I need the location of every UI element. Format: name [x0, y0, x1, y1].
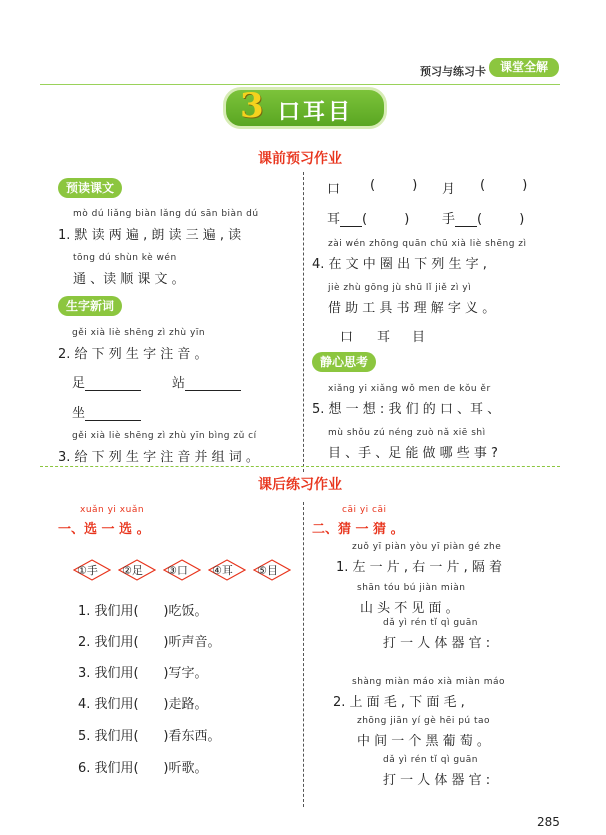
q2-char-2: 站 [172, 372, 241, 391]
blank-field[interactable] [85, 376, 141, 391]
r-row1-paren-a[interactable]: ( ) [370, 178, 418, 193]
pre-section-title: 课前预习作业 [258, 151, 342, 167]
riddle1-pinyin-2: shān tóu bú jiàn miàn [357, 583, 466, 593]
q4-pinyin: zài wén zhōng quān chū xià liè shēng zì [328, 239, 527, 249]
column-divider-top [303, 172, 304, 472]
q1-pinyin-2: tōng dú shùn kè wén [73, 253, 177, 263]
r-row2-char-b: 手 ( ) [442, 212, 525, 227]
riddle2-text-3: 打 一 人 体 器 官 : [383, 773, 491, 788]
q4-text: 4. 在 文 中 圈 出 下 列 生 字 , [312, 257, 487, 272]
choose-item-1: 1. 我们用( )吃饭。 [78, 604, 208, 619]
q2-pinyin: gěi xià liè shēng zì zhù yīn [72, 328, 206, 338]
q3-text: 3. 给 下 列 生 字 注 音 并 组 词 。 [58, 450, 259, 465]
choose-item-5: 5. 我们用( )看东西。 [78, 729, 221, 744]
guess-heading: 二、猜 一 猜 。 [312, 522, 404, 537]
blank-field[interactable] [185, 376, 241, 391]
guess-pinyin: cāi yi cāi [342, 505, 387, 515]
option-2[interactable]: ②足 [115, 557, 159, 583]
tag-preview-reading: 预读课文 [58, 178, 122, 198]
q5-text-2: 目 、手 、足 能 做 哪 些 事 ? [328, 446, 498, 461]
q1-text-2: 通 、读 顺 课 文 。 [73, 272, 185, 287]
header-divider [40, 84, 560, 85]
choose-item-2: 2. 我们用( )听声音。 [78, 635, 221, 650]
blank-field[interactable] [340, 212, 362, 227]
blank-field[interactable] [455, 212, 477, 227]
q2-text: 2. 给 下 列 生 字 注 音 。 [58, 347, 208, 362]
q4-text-2: 借 助 工 具 书 理 解 字 义 。 [328, 301, 496, 316]
tag-think: 静心思考 [312, 352, 376, 372]
q4-char-3[interactable]: 目 [412, 330, 426, 345]
option-5[interactable]: ⑤目 [250, 557, 294, 583]
page-number: 285 [537, 815, 560, 829]
riddle2-text: 2. 上 面 毛 , 下 面 毛 , [333, 695, 465, 710]
q4-pinyin-2: jiè zhù gōng jù shū lǐ jiě zì yì [328, 283, 472, 293]
riddle1-pinyin: zuǒ yī piàn yòu yī piàn gé zhe [352, 542, 502, 552]
post-section-title: 课后练习作业 [258, 477, 342, 493]
riddle1-text: 1. 左 一 片 , 右 一 片 , 隔 着 [336, 560, 502, 575]
riddle2-pinyin-2: zhōng jiān yí gè hēi pú tao [357, 716, 491, 726]
q2-char-3: 坐 [72, 402, 141, 421]
q2-char-1: 足 [72, 372, 141, 391]
column-divider-bottom [303, 502, 304, 807]
riddle1-text-3: 打 一 人 体 器 官 : [383, 636, 491, 651]
choose-item-4: 4. 我们用( )走路。 [78, 697, 208, 712]
r-row1-char-a: 口 [327, 182, 341, 197]
choose-item-3: 3. 我们用( )写字。 [78, 666, 208, 681]
r-row2-char-a: 耳 ( ) [327, 212, 410, 227]
q5-pinyin-2: mù shǒu zú néng zuò nǎ xiē shì [328, 428, 486, 438]
q5-pinyin: xiǎng yi xiǎng wǒ men de kǒu ěr [328, 384, 491, 394]
book-title: 预习与练习卡 [420, 65, 486, 78]
section-divider [40, 466, 560, 467]
choose-item-6: 6. 我们用( )听歌。 [78, 761, 208, 776]
q4-char-2[interactable]: 耳 [377, 330, 391, 345]
lesson-number: 3 [240, 86, 264, 126]
riddle2-text-2: 中 间 一 个 黑 葡 萄 。 [357, 734, 490, 749]
riddle2-pinyin-3: dǎ yì rén tǐ qì guān [383, 755, 478, 765]
lesson-title: 口耳目 [278, 100, 354, 125]
q1-pinyin: mò dú liǎng biàn lǎng dú sān biàn dú [73, 209, 259, 219]
option-1[interactable]: ①手 [70, 557, 114, 583]
options-strip [70, 557, 296, 583]
tag-new-words: 生字新词 [58, 296, 122, 316]
riddle1-pinyin-3: dǎ yì rén tǐ qì guān [383, 618, 478, 628]
riddle2-pinyin: shàng miàn máo xià miàn máo [352, 677, 506, 687]
book-badge: 课堂全解 [489, 58, 559, 77]
r-row1-paren-b[interactable]: ( ) [480, 178, 528, 193]
blank-field[interactable] [85, 406, 141, 421]
q5-text: 5. 想 一 想 : 我 们 的 口 、耳 、 [312, 402, 501, 417]
r-row1-char-b: 月 [442, 182, 456, 197]
option-4[interactable]: ④耳 [205, 557, 249, 583]
q4-char-1[interactable]: 口 [340, 330, 354, 345]
riddle1-text-2: 山 头 不 见 面 。 [360, 601, 459, 616]
choose-pinyin: xuǎn yi xuǎn [80, 505, 145, 515]
q1-text: 1. 默 读 两 遍 , 朗 读 三 遍 , 读 [58, 228, 242, 243]
option-3[interactable]: ③口 [160, 557, 204, 583]
choose-heading: 一、选 一 选 。 [58, 522, 150, 537]
q3-pinyin: gěi xià liè shēng zì zhù yīn bìng zǔ cí [72, 431, 257, 441]
